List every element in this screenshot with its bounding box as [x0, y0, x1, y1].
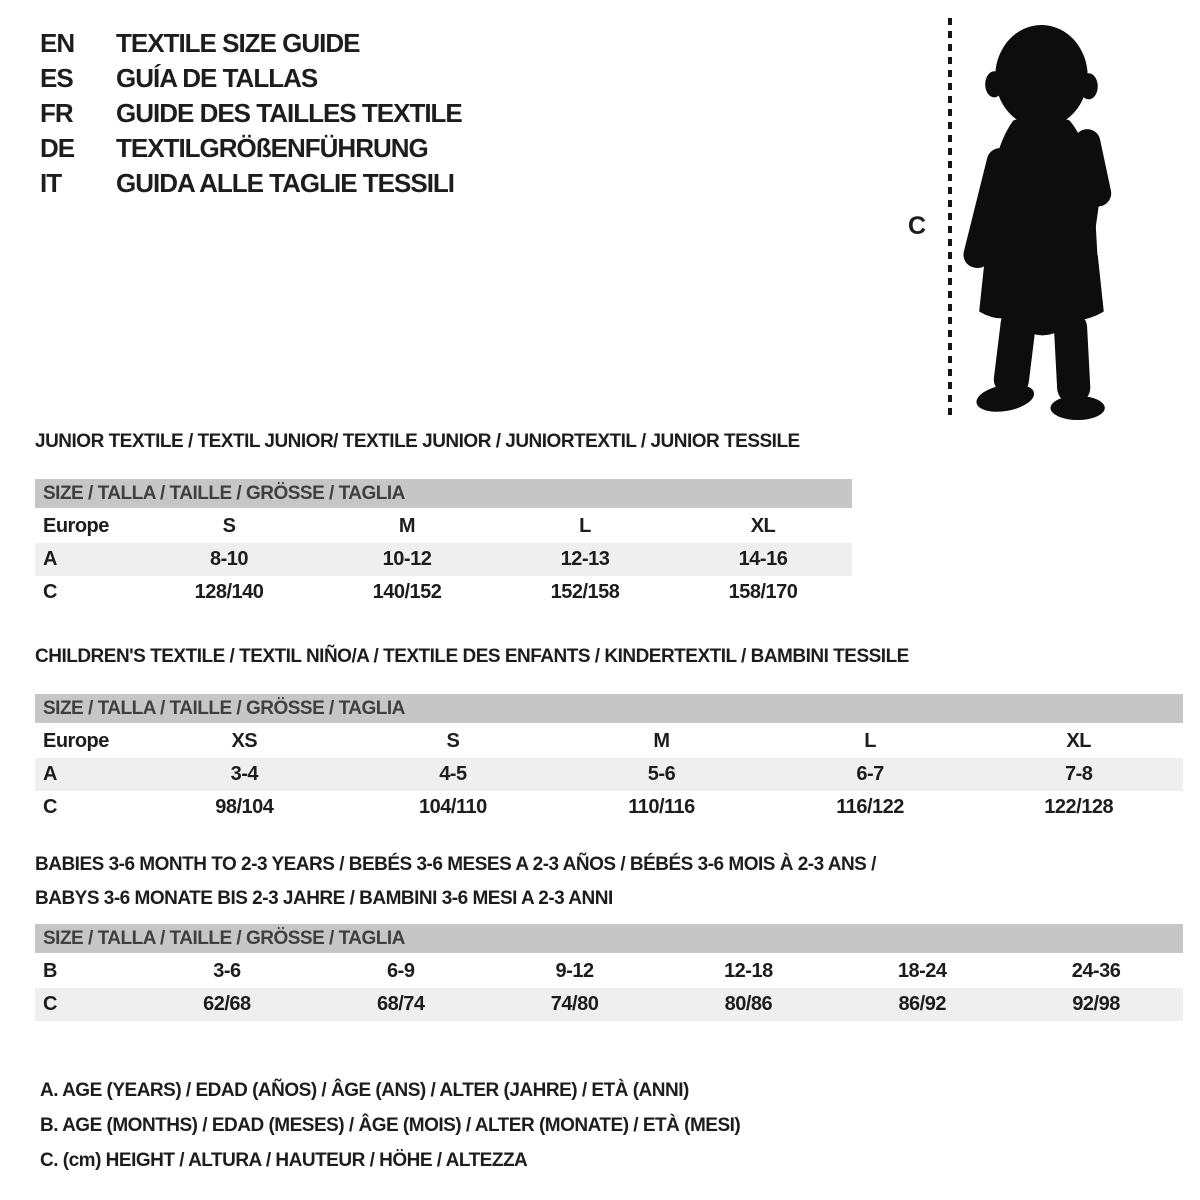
- guide-title: GUIDA ALLE TAGLIE TESSILI: [116, 168, 455, 198]
- table-cell: 110/116: [628, 796, 695, 818]
- table-cell: XL: [1066, 730, 1091, 752]
- size-header-bar: SIZE / TALLA / TAILLE / GRÖSSE / TAGLIA: [35, 694, 1183, 723]
- language-code: FR: [40, 98, 73, 128]
- table-cell: 8-10: [209, 548, 249, 570]
- table-cell: 158/170: [728, 581, 798, 603]
- table-cell: 116/122: [836, 796, 904, 818]
- table-cell: 92/98: [1072, 993, 1120, 1015]
- table-cell: 10-12: [382, 548, 432, 570]
- section-babies-textile: [35, 848, 1183, 1021]
- language-row: [40, 26, 462, 61]
- row-label: A: [43, 763, 57, 785]
- row-label: Europe: [43, 515, 109, 537]
- row-label: B: [43, 960, 57, 982]
- table-cell: 74/80: [550, 993, 599, 1015]
- language-code: EN: [40, 28, 75, 58]
- row-label: A: [43, 548, 57, 570]
- guide-title: TEXTILE SIZE GUIDE: [116, 28, 360, 58]
- guide-title: GUIDE DES TAILLES TEXTILE: [116, 98, 462, 128]
- height-measure-figure: [900, 12, 1165, 422]
- table-cell: 12-13: [560, 548, 610, 570]
- table-cell: 12-18: [724, 960, 773, 982]
- row-label: C: [43, 796, 57, 818]
- guide-title: GUÍA DE TALLAS: [116, 63, 318, 93]
- table-cell: 18-24: [897, 960, 947, 982]
- table-cell: L: [864, 730, 876, 752]
- section-childrens-textile: [35, 645, 1183, 824]
- size-header-bar: SIZE / TALLA / TAILLE / GRÖSSE / TAGLIA: [35, 924, 1183, 953]
- table-cell: 9-12: [555, 960, 594, 982]
- table-cell: 7-8: [1064, 763, 1093, 785]
- guide-title: TEXTILGRÖßENFÜHRUNG: [116, 133, 428, 163]
- table-cell: 122/128: [1044, 796, 1114, 818]
- table-cell: 6-9: [387, 960, 415, 982]
- legend-line-a: A. AGE (YEARS) / EDAD (AÑOS) / ÂGE (ANS) / ALTER (JAHRE) / ETÀ (ANNI): [40, 1080, 689, 1101]
- table-row: [35, 576, 852, 609]
- table-cell: M: [653, 730, 670, 752]
- size-table: [35, 955, 1183, 1021]
- table-cell: 104/110: [419, 796, 487, 818]
- section-junior-textile: [35, 430, 852, 609]
- size-header-bar: SIZE / TALLA / TAILLE / GRÖSSE / TAGLIA: [35, 479, 852, 508]
- section-title-line2: BABYS 3-6 MONATE BIS 2-3 JAHRE / BAMBINI 3-6 MESI A 2-3 ANNI: [35, 888, 613, 909]
- table-cell: 140/152: [372, 581, 442, 603]
- table-cell: 3-4: [230, 763, 258, 785]
- toddler-silhouette-icon: [960, 18, 1138, 420]
- language-code: IT: [40, 168, 62, 198]
- table-cell: L: [579, 515, 591, 537]
- table-row: [35, 725, 1183, 758]
- table-row: [35, 758, 1183, 791]
- table-cell: 98/104: [215, 796, 274, 818]
- table-row: [35, 791, 1183, 824]
- table-cell: 14-16: [738, 548, 788, 570]
- section-title: CHILDREN'S TEXTILE / TEXTIL NIÑO/A / TEXTILE DES ENFANTS / KINDERTEXTIL / BAMBINI TESSILE: [35, 646, 909, 667]
- table-row: [35, 510, 852, 543]
- legend-line-c: C. (cm) HEIGHT / ALTURA / HAUTEUR / HÖHE / ALTEZZA: [40, 1150, 528, 1171]
- table-row: [35, 988, 1183, 1021]
- legend-line-b: B. AGE (MONTHS) / EDAD (MESES) / ÂGE (MOIS) / ALTER (MONATE) / ETÀ (MESI): [40, 1115, 741, 1136]
- table-cell: 62/68: [203, 993, 251, 1015]
- table-cell: M: [398, 515, 416, 537]
- language-code: DE: [40, 133, 75, 163]
- table-cell: S: [446, 730, 460, 752]
- language-row: [40, 96, 462, 131]
- table-cell: XS: [231, 730, 258, 752]
- table-cell: 3-6: [213, 960, 241, 982]
- table-cell: S: [222, 515, 236, 537]
- language-title-list: [40, 26, 462, 201]
- size-table: [35, 725, 1183, 824]
- language-row: [40, 61, 462, 96]
- section-title: JUNIOR TEXTILE / TEXTIL JUNIOR/ TEXTILE JUNIOR / JUNIORTEXTIL / JUNIOR TESSILE: [35, 431, 800, 452]
- row-label: C: [43, 993, 57, 1015]
- table-cell: 24-36: [1071, 960, 1121, 982]
- measurement-legend: [40, 1073, 740, 1178]
- table-cell: 68/74: [376, 993, 425, 1015]
- table-cell: 86/92: [898, 993, 946, 1015]
- table-cell: 5-6: [647, 763, 676, 785]
- table-cell: 152/158: [550, 581, 620, 603]
- language-row: [40, 131, 462, 166]
- row-label: C: [43, 581, 57, 603]
- size-table: [35, 510, 852, 609]
- table-cell: 4-5: [439, 763, 467, 785]
- measure-c-label: C: [908, 212, 927, 240]
- dashed-height-line: [948, 18, 952, 418]
- row-label: Europe: [43, 730, 109, 752]
- table-cell: XL: [750, 515, 776, 537]
- table-row: [35, 543, 852, 576]
- table-cell: 128/140: [194, 581, 264, 603]
- section-title-wrap: [35, 848, 1183, 916]
- language-code: ES: [40, 63, 73, 93]
- section-title-line1: BABIES 3-6 MONTH TO 2-3 YEARS / BEBÉS 3-6 MESES A 2-3 AÑOS / BÉBÉS 3-6 MOIS À 2-3 ANS /: [35, 854, 876, 875]
- table-row: [35, 955, 1183, 988]
- table-cell: 80/86: [724, 993, 773, 1015]
- language-row: [40, 166, 462, 201]
- table-cell: 6-7: [856, 763, 884, 785]
